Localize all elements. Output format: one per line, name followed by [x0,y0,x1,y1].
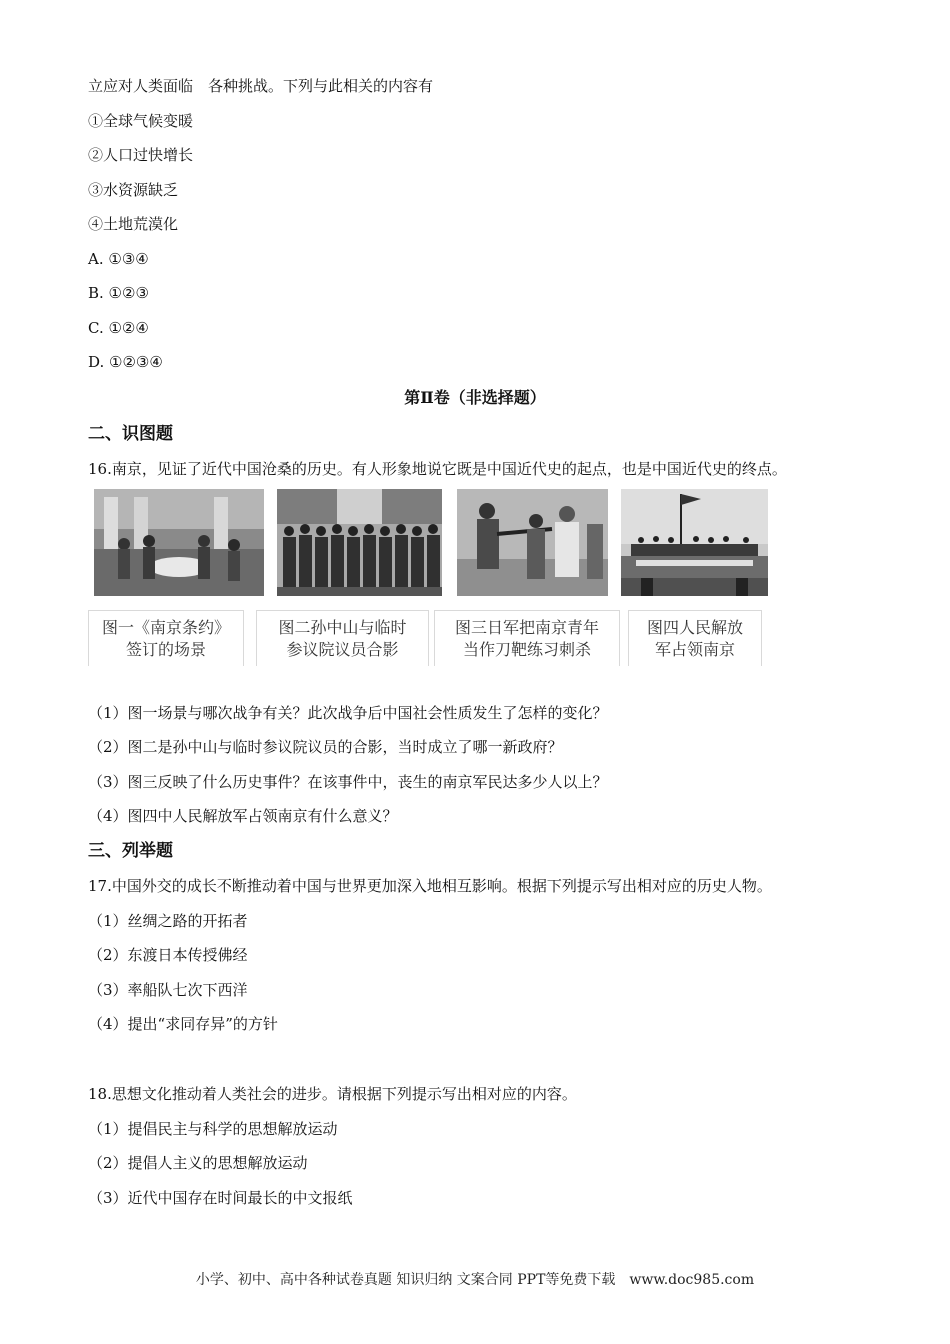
treaty-signing-photo [94,489,264,596]
pla-nanjing-photo [621,489,768,596]
answer-option: B. ①②③ [88,284,149,302]
list-item: ③水资源缺乏 [88,181,179,199]
part-heading: 三、列举题 [88,841,173,861]
sub-question: （1）图一场景与哪次战争有关？此次战争后中国社会性质发生了怎样的变化？ [88,704,608,722]
question-stem: 18.思想文化推动着人类社会的进步。请根据下列提示写出相对应的内容。 [88,1085,577,1103]
sub-question: （1）丝绸之路的开拓者 [88,912,248,930]
answer-option: D. ①②③④ [88,353,163,371]
sub-question: （3）近代中国存在时间最长的中文报纸 [88,1189,353,1207]
question-stem: 16.南京，见证了近代中国沧桑的历史。有人形象地说它既是中国近代史的起点，也是中国近代史的终点。 [88,460,787,478]
sub-question: （3）率船队七次下西洋 [88,981,248,999]
list-item: ②人口过快增长 [88,146,194,164]
page-footer: 小学、初中、高中各种试卷真题 知识归纳 文案合同 PPT等免费下载 www.doc985.com [195,1272,755,1288]
sub-question: （4）提出“求同存异”的方针 [88,1015,278,1033]
figure-caption [88,610,244,666]
figure-caption [434,610,620,666]
sub-question: （2）东渡日本传授佛经 [88,946,248,964]
caption-line: 图三日军把南京青年 [454,618,599,637]
caption-line: 当作刀靶练习刺杀 [462,640,591,659]
caption-line: 图二孙中山与临时 [278,618,407,637]
part-heading: 二、识图题 [88,424,173,444]
sub-question: （2）提倡人主义的思想解放运动 [88,1154,308,1172]
list-item: ④土地荒漠化 [88,215,179,233]
sun-yatsen-group-photo [277,489,442,596]
sub-question: （4）图四中人民解放军占领南京有什么意义？ [88,807,398,825]
answer-option: A. ①③④ [88,250,149,268]
list-item: ①全球气候变暖 [88,112,194,130]
sub-question: （2）图二是孙中山与临时参议院议员的合影，当时成立了哪一新政府？ [88,738,563,756]
caption-line: 军占领南京 [654,640,735,659]
bayonet-practice-photo [457,489,608,596]
caption-line: 签订的场景 [125,640,206,659]
caption-line: 图一《南京条约》 [101,618,230,637]
figure-caption [256,610,429,666]
caption-line: 图四人民解放 [646,618,743,637]
figure-caption [628,610,762,666]
section-title: 第Ⅱ卷（非选择题） [404,388,546,407]
question-stem: 立应对人类面临 各种挑战。下列与此相关的内容有 [88,77,434,95]
sub-question: （3）图三反映了什么历史事件？在该事件中，丧生的南京军民达多少人以上？ [88,773,608,791]
caption-line: 参议院议员合影 [286,640,399,659]
sub-question: （1）提倡民主与科学的思想解放运动 [88,1120,338,1138]
answer-option: C. ①②④ [88,319,149,337]
question-stem: 17.中国外交的成长不断推动着中国与世界更加深入地相互影响。根据下列提示写出相对应的历史人物。 [88,877,772,895]
